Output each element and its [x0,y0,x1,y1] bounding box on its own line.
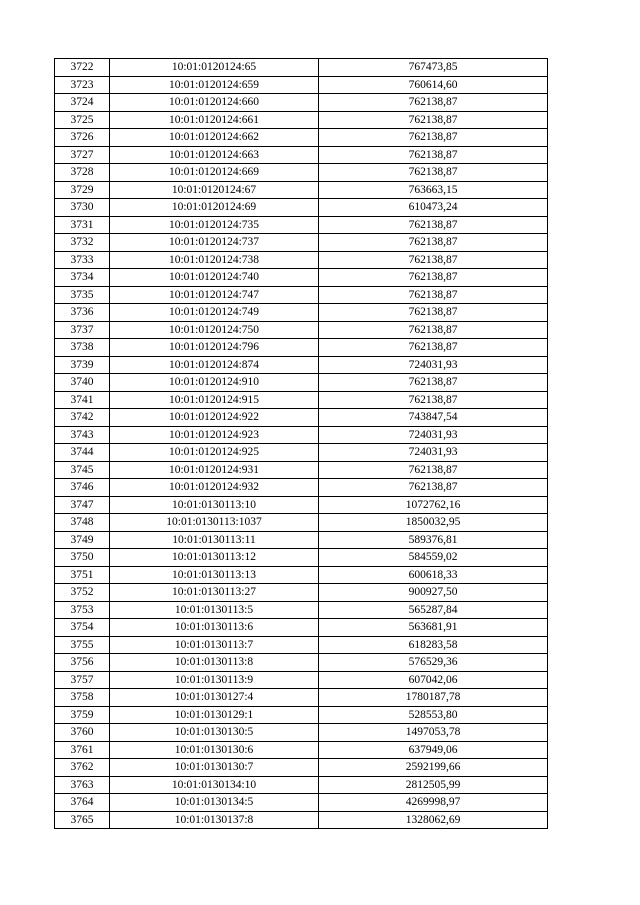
table-row [55,671,548,689]
cadastral-value-cell: 1850032,95 [319,514,548,532]
table-body [55,59,548,829]
row-number-cell: 3755 [55,636,110,654]
cadastral-number-cell: 10:01:0120124:747 [110,286,319,304]
row-number-cell: 3723 [55,76,110,94]
cadastral-number-cell: 10:01:0130134:10 [110,776,319,794]
cadastral-value-cell: 1328062,69 [319,811,548,829]
row-number-cell: 3765 [55,811,110,829]
cadastral-value-cell: 565287,84 [319,601,548,619]
cadastral-number-cell: 10:01:0120124:925 [110,444,319,462]
row-number-cell: 3724 [55,94,110,112]
cadastral-number-cell: 10:01:0130113:5 [110,601,319,619]
cadastral-number-cell: 10:01:0120124:669 [110,164,319,182]
row-number-cell: 3743 [55,426,110,444]
cadastral-value-cell: 2592199,66 [319,759,548,777]
row-number-cell: 3734 [55,269,110,287]
cadastral-number-cell: 10:01:0120124:65 [110,59,319,77]
row-number-cell: 3753 [55,601,110,619]
table-row [55,409,548,427]
cadastral-number-cell: 10:01:0120124:735 [110,216,319,234]
table-row [55,741,548,759]
row-number-cell: 3748 [55,514,110,532]
cadastral-value-cell: 762138,87 [319,339,548,357]
table-row [55,164,548,182]
cadastral-value-cell: 528553,80 [319,706,548,724]
cadastral-value-cell: 763663,15 [319,181,548,199]
cadastral-value-cell: 724031,93 [319,444,548,462]
cadastral-number-cell: 10:01:0130127:4 [110,689,319,707]
row-number-cell: 3744 [55,444,110,462]
cadastral-number-cell: 10:01:0120124:738 [110,251,319,269]
cadastral-number-cell: 10:01:0120124:923 [110,426,319,444]
cadastral-value-cell: 584559,02 [319,549,548,567]
table-row [55,479,548,497]
cadastral-number-cell: 10:01:0120124:740 [110,269,319,287]
cadastral-number-cell: 10:01:0130113:27 [110,584,319,602]
cadastral-value-cell: 762138,87 [319,251,548,269]
row-number-cell: 3726 [55,129,110,147]
cadastral-value-cell: 610473,24 [319,199,548,217]
row-number-cell: 3760 [55,724,110,742]
row-number-cell: 3733 [55,251,110,269]
row-number-cell: 3757 [55,671,110,689]
row-number-cell: 3742 [55,409,110,427]
cadastral-number-cell: 10:01:0120124:931 [110,461,319,479]
row-number-cell: 3739 [55,356,110,374]
cadastral-value-cell: 762138,87 [319,164,548,182]
table-row [55,426,548,444]
row-number-cell: 3736 [55,304,110,322]
table-row [55,444,548,462]
row-number-cell: 3756 [55,654,110,672]
cadastral-value-cell: 2812505,99 [319,776,548,794]
cadastral-number-cell: 10:01:0120124:737 [110,234,319,252]
table-row [55,811,548,829]
row-number-cell: 3737 [55,321,110,339]
table-row [55,566,548,584]
cadastral-number-cell: 10:01:0120124:874 [110,356,319,374]
cadastral-number-cell: 10:01:0130130:6 [110,741,319,759]
cadastral-number-cell: 10:01:0120124:922 [110,409,319,427]
cadastral-value-cell: 1497053,78 [319,724,548,742]
cadastral-number-cell: 10:01:0120124:660 [110,94,319,112]
cadastral-number-cell: 10:01:0120124:661 [110,111,319,129]
cadastral-number-cell: 10:01:0120124:932 [110,479,319,497]
cadastral-value-cell: 589376,81 [319,531,548,549]
cadastral-value-cell: 607042,06 [319,671,548,689]
table-row [55,636,548,654]
table-row [55,94,548,112]
table-row [55,391,548,409]
row-number-cell: 3752 [55,584,110,602]
cadastral-number-cell: 10:01:0120124:662 [110,129,319,147]
cadastral-value-cell: 724031,93 [319,356,548,374]
cadastral-value-cell: 762138,87 [319,374,548,392]
table-row [55,374,548,392]
table-row [55,339,548,357]
cadastral-value-cell: 762138,87 [319,391,548,409]
row-number-cell: 3751 [55,566,110,584]
table-row [55,234,548,252]
cadastral-value-cell: 762138,87 [319,286,548,304]
row-number-cell: 3727 [55,146,110,164]
table-row [55,76,548,94]
cadastral-value-cell: 762138,87 [319,479,548,497]
table-row [55,181,548,199]
cadastral-value-cell: 762138,87 [319,304,548,322]
row-number-cell: 3754 [55,619,110,637]
cadastral-number-cell: 10:01:0130134:5 [110,794,319,812]
table-row [55,216,548,234]
cadastral-number-cell: 10:01:0130113:13 [110,566,319,584]
row-number-cell: 3758 [55,689,110,707]
table-row [55,321,548,339]
table-row [55,549,548,567]
table-row [55,146,548,164]
table-row [55,724,548,742]
cadastral-number-cell: 10:01:0130113:11 [110,531,319,549]
table-row [55,584,548,602]
cadastral-number-cell: 10:01:0130137:8 [110,811,319,829]
table-row [55,286,548,304]
table-row [55,461,548,479]
table-row [55,59,548,77]
row-number-cell: 3729 [55,181,110,199]
cadastral-value-cell: 900927,50 [319,584,548,602]
cadastral-value-cell: 762138,87 [319,269,548,287]
table-row [55,759,548,777]
cadastral-value-cell: 762138,87 [319,216,548,234]
cadastral-value-cell: 1072762,16 [319,496,548,514]
table-row [55,199,548,217]
row-number-cell: 3762 [55,759,110,777]
row-number-cell: 3764 [55,794,110,812]
cadastral-value-cell: 576529,36 [319,654,548,672]
row-number-cell: 3728 [55,164,110,182]
cadastral-value-cell: 762138,87 [319,321,548,339]
cadastral-value-cell: 637949,06 [319,741,548,759]
table-row [55,304,548,322]
table-row [55,496,548,514]
cadastral-number-cell: 10:01:0130129:1 [110,706,319,724]
cadastral-number-cell: 10:01:0120124:659 [110,76,319,94]
row-number-cell: 3738 [55,339,110,357]
row-number-cell: 3761 [55,741,110,759]
row-number-cell: 3749 [55,531,110,549]
cadastral-value-cell: 762138,87 [319,94,548,112]
table-row [55,531,548,549]
cadastral-number-cell: 10:01:0130113:7 [110,636,319,654]
row-number-cell: 3740 [55,374,110,392]
cadastral-number-cell: 10:01:0130130:5 [110,724,319,742]
row-number-cell: 3722 [55,59,110,77]
cadastral-value-table [54,58,548,829]
row-number-cell: 3732 [55,234,110,252]
cadastral-number-cell: 10:01:0120124:915 [110,391,319,409]
table-row [55,776,548,794]
table-row [55,654,548,672]
cadastral-number-cell: 10:01:0130113:10 [110,496,319,514]
table-row [55,601,548,619]
table-row [55,619,548,637]
table-row [55,689,548,707]
cadastral-value-cell: 762138,87 [319,129,548,147]
row-number-cell: 3725 [55,111,110,129]
cadastral-value-cell: 762138,87 [319,111,548,129]
table-row [55,514,548,532]
row-number-cell: 3763 [55,776,110,794]
row-number-cell: 3750 [55,549,110,567]
cadastral-number-cell: 10:01:0120124:67 [110,181,319,199]
cadastral-value-cell: 762138,87 [319,461,548,479]
row-number-cell: 3759 [55,706,110,724]
cadastral-value-cell: 743847,54 [319,409,548,427]
table-row [55,269,548,287]
cadastral-number-cell: 10:01:0130113:1037 [110,514,319,532]
cadastral-number-cell: 10:01:0120124:69 [110,199,319,217]
cadastral-number-cell: 10:01:0130113:6 [110,619,319,637]
cadastral-value-cell: 762138,87 [319,234,548,252]
cadastral-number-cell: 10:01:0130130:7 [110,759,319,777]
cadastral-value-cell: 762138,87 [319,146,548,164]
cadastral-value-cell: 600618,33 [319,566,548,584]
cadastral-value-cell: 4269998,97 [319,794,548,812]
cadastral-value-cell: 618283,58 [319,636,548,654]
cadastral-number-cell: 10:01:0120124:910 [110,374,319,392]
table-row [55,129,548,147]
table-row [55,111,548,129]
row-number-cell: 3731 [55,216,110,234]
cadastral-number-cell: 10:01:0120124:663 [110,146,319,164]
cadastral-value-cell: 724031,93 [319,426,548,444]
cadastral-value-cell: 563681,91 [319,619,548,637]
row-number-cell: 3747 [55,496,110,514]
cadastral-value-cell: 767473,85 [319,59,548,77]
table-row [55,794,548,812]
row-number-cell: 3741 [55,391,110,409]
cadastral-value-cell: 760614,60 [319,76,548,94]
cadastral-number-cell: 10:01:0130113:9 [110,671,319,689]
row-number-cell: 3730 [55,199,110,217]
row-number-cell: 3735 [55,286,110,304]
cadastral-number-cell: 10:01:0120124:749 [110,304,319,322]
table-row [55,251,548,269]
row-number-cell: 3745 [55,461,110,479]
row-number-cell: 3746 [55,479,110,497]
cadastral-number-cell: 10:01:0120124:796 [110,339,319,357]
cadastral-number-cell: 10:01:0120124:750 [110,321,319,339]
cadastral-value-cell: 1780187,78 [319,689,548,707]
table-row [55,706,548,724]
cadastral-number-cell: 10:01:0130113:12 [110,549,319,567]
table-row [55,356,548,374]
cadastral-number-cell: 10:01:0130113:8 [110,654,319,672]
